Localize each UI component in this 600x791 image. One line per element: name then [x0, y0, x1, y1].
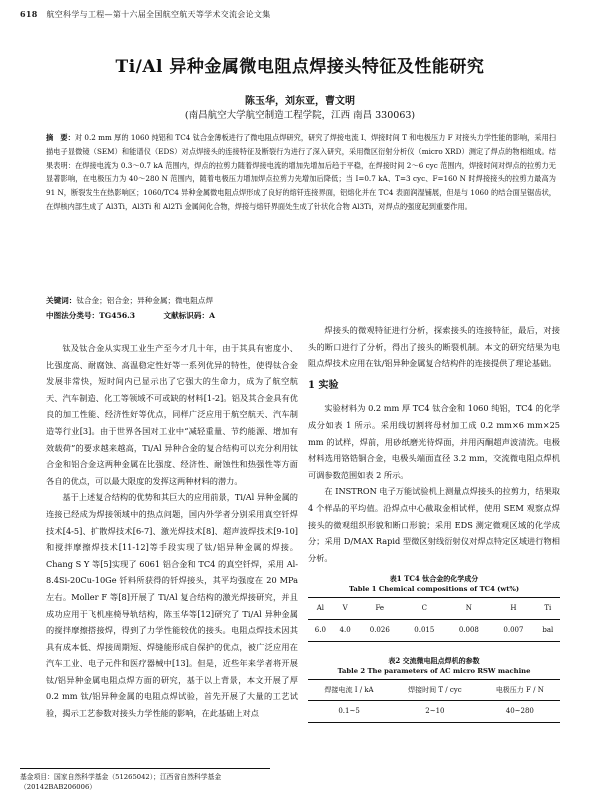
- table1-cell: 0.008: [458, 625, 479, 634]
- left-column: [46, 340, 298, 722]
- keywords: [46, 295, 213, 306]
- doc-value: A: [209, 311, 215, 320]
- table2-caption-en: Table 2 The parameters of AC micro RSW machine: [337, 666, 531, 675]
- abstract-label: 摘 要：: [46, 133, 75, 142]
- table2-header: 焊接时间 T / cyc: [408, 685, 462, 694]
- table1-cell: bal: [542, 625, 554, 634]
- right-column: [308, 322, 560, 723]
- abstract-body: 对 0.2 mm 厚的 1060 纯铝和 TC4 钛合金薄板进行了微电阻点焊研究，研究了焊接电流 I、焊接时间 T 和电极压力 F 对接头力学性能的影响，采用扫描电子显微镜（SEM）和能谱仪（EDS）对点焊接头的连接特征及断裂行为进行了深入研究，采用微区衍射分析仪（micro XRD）测定了焊点的物相组成。结果表明：在焊接电流为 0.3～0.7 kA 范围内，焊点的拉剪力随着焊接电流的增加先增加后趋于平稳，在焊接时间 2～6 cyc 范围内，焊接时间对焊点的拉剪力无显著影响，在电极压力为 40～280 N 范围内，随着电极压力增加焊点拉剪力先增加后降低；当 I=0.7 kA、T=3 cyc、F=160 N 时焊接接头的拉剪力最高为 91 N，断裂发生在热影响区；1060/TC4 异种金属微电阻点焊形成了良好的熔钎连接界面，铝熔化并在 TC4 表面润湿铺展，但是与 1060 的结合面呈锯齿状，在焊核内部生成了 Al3Ti，Al3Ti 和 Al2Ti 金属间化合物，焊接与熔钎界面处生成了针状化合物 Al3Ti，对焊点的强度起到重要作用。: [46, 133, 556, 211]
- experiment-paragraph-1: 实验材料为 0.2 mm 厚 TC4 钛合金和 1060 纯铝，TC4 的化学成分如表 1 所示。采用线切割将母材加工成 0.2 mm×6 mm×25 mm 的试样，焊前，用砂纸磨光待焊面，并用丙酮超声波清洗。电极材料选用铬锆铜合金，电极头端面直径 3.2 mm，交流微电阻点焊机可调参数范围如表 2 所示。: [308, 403, 560, 480]
- keywords-label: 关键词：: [46, 296, 77, 305]
- table-row: [308, 701, 560, 723]
- experiment-paragraph-2: 在 INSTRON 电子万能试验机上测量点焊接头的拉剪力，结果取 4 个样品的平均值。沿焊点中心截取金相试样，使用 SEM 观察点焊接头的微观组织形貌和断口形貌；采用 EDS 测定微观区域的化学成分；采用 D/MAX Rapid 型微区射线衍射仪对焊点特定区域进行物相分析。: [308, 486, 560, 563]
- page-number: 618: [20, 9, 38, 19]
- paper-title: Ti/Al 异种金属微电阻点焊接头特征及性能研究: [115, 57, 485, 77]
- table1-cell: 4.0: [339, 625, 351, 634]
- table1-cell: 0.007: [503, 625, 524, 634]
- journal-name: 航空科学与工程—第十六届全国航空航天等学术交流会论文集: [46, 10, 271, 19]
- table1-cell: 6.0: [314, 625, 326, 634]
- table2-cell: 2~10: [425, 707, 445, 716]
- table2: [308, 679, 560, 723]
- authors: 陈玉华，刘东亚，曹文明: [245, 96, 355, 107]
- keywords-value: 钛合金；铝合金；异种金属；微电阻点焊: [76, 296, 214, 305]
- table2-cell: 40~280: [505, 707, 534, 716]
- table1-header: C: [421, 604, 427, 613]
- table1-caption: 表1 TC4 钛合金的化学成分: [389, 574, 479, 584]
- table1: [308, 597, 560, 641]
- intro-paragraph-3: 焊接头的微观特征进行分析，探索接头的连接特征，最后，对接头的断口进行了分析，得出了接头的断裂机制。本文的研究结果为电阻点焊技术应用在钛/铝异种金属复合结构件的连接提供了理论基础。: [308, 325, 560, 369]
- table2-caption: 表2 交流微电阻点焊机的参数: [388, 655, 480, 665]
- table1-header: Al: [316, 604, 325, 613]
- abstract: [46, 131, 556, 214]
- footnote: 基金项目：国家自然科学基金（51265042）；江西省自然科学基金（20142BAB206006）: [20, 768, 270, 791]
- table-row: [308, 619, 560, 641]
- classification: [46, 310, 241, 321]
- table2-cell: 0.1~5: [338, 707, 360, 716]
- table1-header: Ti: [544, 604, 552, 613]
- table2-header: 电极压力 F / N: [495, 685, 544, 694]
- table1-header: Fe: [375, 604, 385, 613]
- section-1-heading: 1 实验: [308, 379, 339, 391]
- table1-header: H: [510, 604, 517, 613]
- cls-value: TG456.3: [99, 311, 136, 320]
- table1-cell: 0.026: [369, 625, 390, 634]
- table1-header: N: [465, 604, 472, 613]
- doc-label: 文献标识码：: [163, 311, 210, 320]
- running-head: [20, 9, 271, 20]
- intro-paragraph-2: 基于上述复合结构的优势和其巨大的应用前景，Ti/Al 异种金属的连接已经成为焊接领域中的热点问题，国内外学者分别采用真空钎焊技术[4-5]、扩散焊技术[6-7]、激光焊技术[8]、超声波焊技术[9-10]和搅拌摩擦焊技术[11-12]等手段实现了钛/铝异种金属的焊接。Chang S Y 等[5]实现了 6061 铝合金和 TC4 的真空钎焊，采用 Al-8.4Si-20Cu-10Ge 钎料所获得的钎焊接头，其平均强度在 20 MPa 左右。Moller F 等[8]开展了 Ti/Al 复合结构的激光焊接研究，并且成功应用于飞机座椅导轨结构，陈玉华等[12]研究了 Ti/Al 异种金属的搅拌摩擦搭接焊，得到了力学性能较优的接头。电阻点焊技术因其具有成本低、焊接周期短、焊缝能形成自保护的优点，被广泛应用在汽车工业、电子元件和医疗器械中[13]。但是，近些年来学者将开展钛/铝异种金属电阻点焊方面的研究，基于以上背景，本文开展了厚 0.2 mm 钛/铝异种金属的电阻点焊试验，首先开展了大量的工艺试验，揭示工艺参数对接头力学性能的影响，在此基础上对点: [46, 492, 298, 719]
- table1-caption-en: Table 1 Chemical compositions of TC4 (wt%): [348, 585, 520, 594]
- table2-header: 焊接电流 I / kA: [324, 685, 374, 694]
- table1-header: V: [342, 604, 348, 613]
- affiliation: (南昌航空大学航空制造工程学院，江西 南昌 330063): [184, 110, 416, 121]
- table1-cell: 0.015: [414, 625, 435, 634]
- intro-paragraph-1: 钛及钛合金从实现工业生产至今才几十年，由于其具有密度小、比强度高、耐腐蚀、高温稳定性好等一系列优异的特性，使得钛合金发展非常快，短时间内已显示出了它强大的生命力，成为了航空航天、汽车制造、化工等领域不可或缺的材料[1-2]。铝及其合金具有优良的加工性能、经济性好等优点，同样广泛应用于航空航天、汽车制造等行业[3]。由于世界各国对工业中“减轻重量、节约能源、增加有效载荷”的要求越来越高，Ti/Al 异种合金的复合结构可以充分利用钛合金和铝合金这两种金属在比强度、经济性、耐蚀性和热强性等方面各自的优点，可以最大限度的发挥这两种材料的潜力。: [46, 343, 298, 486]
- cls-label: 中图法分类号：: [46, 311, 100, 320]
